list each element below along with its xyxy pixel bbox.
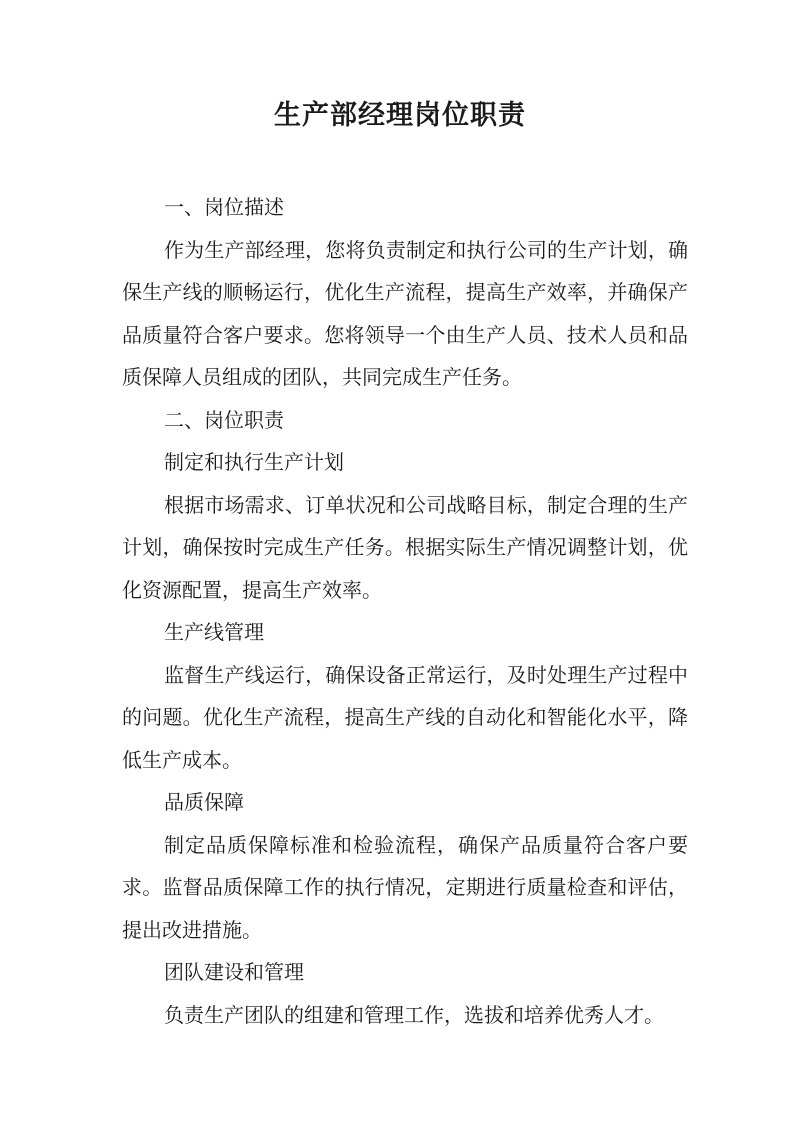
document-body bbox=[122, 186, 688, 1036]
section-heading-job-description: 一、岗位描述 bbox=[164, 195, 284, 219]
subheading-production-planning: 制定和执行生产计划 bbox=[164, 450, 344, 474]
paragraph-team-management: 负责生产团队的组建和管理工作，选拔和培养优秀人才。 bbox=[164, 1002, 664, 1027]
paragraph-production-planning: 根据市场需求、订单状况和公司战略目标，制定合理的生产计划，确保按时完成生产任务。根据实际生产情况调整计划，优化资源配置，提高生产效率。 bbox=[122, 492, 688, 602]
document-title: 生产部经理岗位职责 bbox=[274, 100, 526, 131]
paragraph-job-description: 作为生产部经理，您将负责制定和执行公司的生产计划，确保生产线的顺畅运行，优化生产流程，提高生产效率，并确保产品质量符合客户要求。您将领导一个由生产人员、技术人员和品质保障人员组成的团队，共同完成生产任务。 bbox=[122, 237, 688, 389]
subheading-quality-assurance: 品质保障 bbox=[164, 790, 244, 814]
section-heading-job-responsibilities: 二、岗位职责 bbox=[164, 407, 284, 432]
subheading-production-line-management: 生产线管理 bbox=[164, 620, 264, 644]
paragraph-quality-assurance: 制定品质保障标准和检验流程，确保产品质量符合客户要求。监督品质保障工作的执行情况，定期进行质量检查和评估，提出改进措施。 bbox=[122, 832, 688, 942]
paragraph-production-line-management: 监督生产线运行，确保设备正常运行，及时处理生产过程中的问题。优化生产流程，提高生产线的自动化和智能化水平，降低生产成本。 bbox=[122, 662, 688, 772]
subheading-team-management: 团队建设和管理 bbox=[164, 960, 304, 984]
